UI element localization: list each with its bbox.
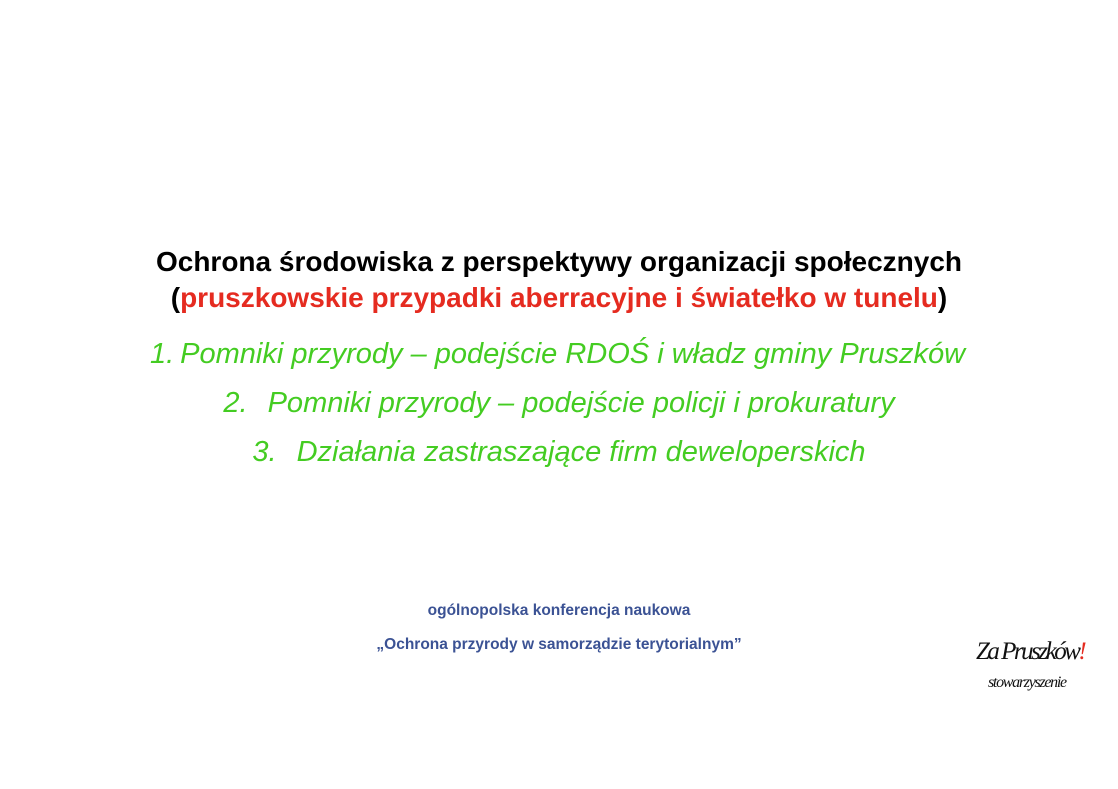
logo-wordmark (976, 638, 1084, 666)
list-item-number: 3. (252, 436, 277, 468)
topic-list (0, 330, 1118, 477)
list-item (0, 330, 1118, 379)
list-item-text: Działania zastraszające firm deweloperskich (296, 436, 866, 468)
list-item-text: Pomniki przyrody – podejście policji i prokuratury (267, 387, 895, 419)
logo-exclamation: ! (1078, 638, 1085, 665)
conference-label: ogólnopolska konferencja naukowa (427, 602, 691, 619)
list-item-number: 1. (149, 338, 175, 370)
list-item-text: Pomniki przyrody – podejście RDOŚ i władz gminy Pruszków (180, 338, 966, 370)
title-paren-close: ) (937, 282, 948, 313)
title-paren-open: ( (170, 282, 181, 313)
logo-subtitle: stowarzyszenie (988, 674, 1066, 691)
list-item-number: 2. (223, 387, 248, 419)
slide-title (0, 244, 1118, 316)
list-item (0, 428, 1118, 477)
association-logo (972, 634, 1112, 698)
title-line-1: Ochrona środowiska z perspektywy organizacji społecznych (155, 246, 963, 277)
logo-name: Za Pruszków (976, 638, 1079, 665)
conference-title: „Ochrona przyrody w samorządzie terytorialnym” (376, 636, 742, 653)
title-line-2 (0, 280, 1118, 316)
title-highlight: pruszkowskie przypadki aberracyjne i światełko w tunelu (180, 282, 938, 313)
list-item (0, 379, 1118, 428)
